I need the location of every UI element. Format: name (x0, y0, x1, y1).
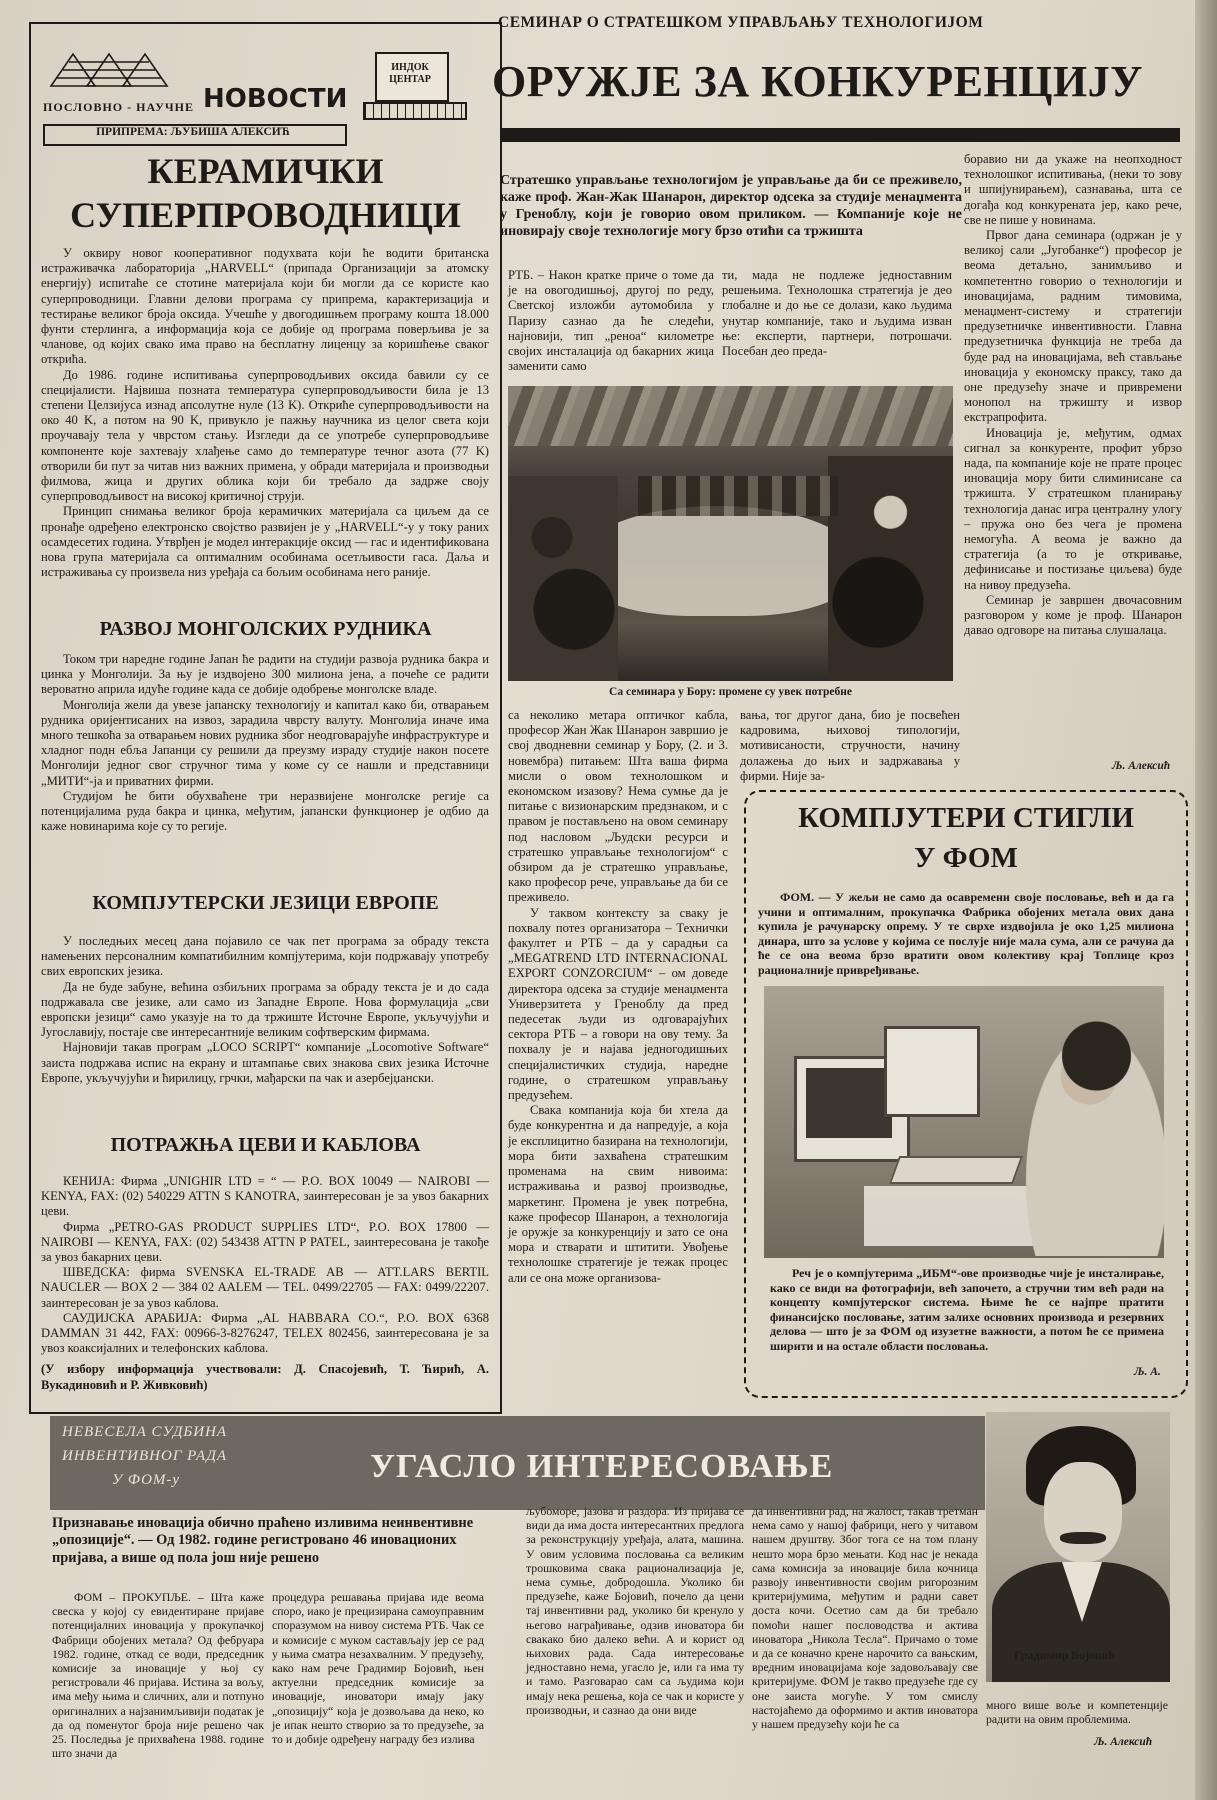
article4-paragraph: КЕНИЈА: Фирма „UNIGHIR LTD = “ — P.O. BOX 10049 — NAIROBI — KENYA, FAX: (02) 540229 ATTN S KANOTRA, заинтересован је за увоз бакарних цеви. (41, 1174, 489, 1219)
left-column-box (29, 22, 502, 1414)
article4-paragraph: ШВЕДСКА: фирма SVENSKA EL-TRADE AB — ATT.LARS BERTIL NAUCLER — BOX 2 — 384 02 AALEM — TEL. 0499/22705 — FAX: 0499/22207. заинтересован је за увоз каблова. (41, 1265, 489, 1310)
main-col-a-paragraph: У таквом контексту за сваку је похвалу потез организатора – Технички факултет и РТБ – да у сарадњи са „MEGATREND LTD INTERNACIONAL EXPORT CONZORCIUM“ – ом доведе директора одсека за студије менаџмента Универзитета у Греноблу да пред педесетак људи из одговарајућих сектора РТБ – а говори на ову тему. За похвалу је и најава једногодишњих специјалистичких студија, наредне године, о стратешком управљању предузећем. (508, 905, 728, 1103)
bottom-col1: ФОМ – ПРОКУПЉЕ. – Шта каже свеска у којој су евидентиране пријаве потенцијалних иновација у прокупачкој Фабрици обојених метала? Од фебруара 1982. године, откад се води, председник комисије за иновације у њој су регистровали 46 пријава. Истина за вољу, има међу њима и сличних, али и потпуно оригиналних а најзанимљивији податак је да од поменутог броја није решено чак 25. Последња је прихваћена 1988. године што значи да (52, 1590, 264, 1761)
bottom-kicker-line2: ИНВЕНТИВНОГ РАДА (62, 1448, 228, 1464)
photo-people-right (828, 456, 953, 681)
article1-paragraph: Принцип снимања великог броја керамичких материјала са циљем да се пронађе одређено електронско својство развијен је у „HARVELL“-у у току раних осамдесетих година. Утврђен је модел интеракције оксид — гас и идентификована нова група материјала са оптималним особинама осетљивости гаса. Даља и истраживања су произвела низ уређаја са бољим особинама него раније. (41, 504, 489, 580)
photo-moustache (1060, 1532, 1106, 1544)
photo-monitor-right (884, 1026, 980, 1117)
main-col-a-top: РТБ. – Након кратке приче о томе да је на овогодишњој, другој по реду, Светској изложби аутомобила у Паризу сазнао да ће следећи, најновији, тип „реноа“ километре својих инсталација од бакарних жица заменити само (508, 268, 714, 374)
article2-title: РАЗВОЈ МОНГОЛСКИХ РУДНИКА (99, 618, 432, 640)
main-lead: Стратешко управљање технологијом је управљање да би се преживело, каже проф. Жан-Жак Шанарон, директор одсека за студије менаџмента у Греноблу, који је говорио овом приликом. — Компаније које не иновирају своје технологије могу брзо отићи са тржишта (500, 173, 962, 239)
masthead-editor: ПРИПРЕМА: ЉУБИША АЛЕКСИЋ (96, 126, 290, 138)
page-edge (1195, 0, 1217, 1800)
article3-paragraph: Најновији такав програм „LOCO SCRIPT“ компаније „Locomotive Software“ заиста подржава испис на екрану и штампање свих знакова свих језика Источне Европе, укључујући и ћирилицу, грчки, мађарски па чак и азербејџански. (41, 1040, 489, 1085)
article1-paragraph: У оквиру новог кооперативног подухвата који ће водити британска истраживачка лабораторија „HARVELL“ (припада Организацији за атомску енергију) испитаће се стотине материјала који би могли да се користе као суперпроводници. Главни делови програма су припрема, карактеризација и тестирање великог броја оксида. Учешће у двогодишњем програму кошта 18.000 фунти стерлинга, а информација која се добије од програма поверљива је за чланове, од којих свако има право на бесплатну лиценцу за коришћење сваког открића. (41, 246, 489, 367)
article3-body (41, 934, 489, 1086)
article4-paragraph: САУДИЈСКА АРАБИЈА: Фирма „AL HABBARA CO.“, P.O. BOX 6368 DAMMAN 31 442, FAX: 00966-3-8276247, TELEX 802456, заинтересована је за увоз коаксијалних и телефонских каблова. (41, 1310, 489, 1356)
photo-table (578, 506, 858, 616)
article2-paragraph: Током три наредне године Јапан ће радити на студији развоја рудника бакра и цинка у Монголији. За њу је издвојено 300 милиона јена, а почеће се радити вероватно априла идуће године када се добије одобрење монголске владе. (41, 652, 489, 697)
box-article (744, 790, 1188, 1398)
bottom-col5: много више воље и компетенције радити на овим проблемима. (986, 1698, 1168, 1727)
article2-paragraph: Монголија жели да увезе јапанску технологију и капитал како би, отварањем рудника оријентисаних на извоз, зарадила чврсту валуту. Монголија иначе има много тешкоћа за отварањем нових рудника због неодговарајуће инфраструктуре и хладног подн ебља Јапанци су решили да преузму израду студије након посете Монголији једног свог стручног тима у коме су се нашли и представници „МИТИ“-ја и приватних фирми. (41, 697, 489, 788)
main-col-a-paragraph: са неколико метара оптичког кабла, професор Жан Жак Шанарон завршио је свој дводневни семинар у Бору, (2. и 3. новембра) питањем: Шта ваша фирма мисли о овом технолошком и економском изазову? Нема сумње да је питање с визионарским предзнаком, и с правом је постављено на овом семинару под насловом „Људски ресурси и стратешко управљање технологијом“ с обзиром да је стратешко управљање, како професор рече, управљање да би се преживело. (508, 708, 728, 905)
photo-woman (1014, 1006, 1164, 1256)
seminar-photo (508, 386, 953, 681)
keyboard-icon (363, 102, 467, 120)
main-col-a-paragraph: Свака компанија која би хтела да буде конкурентна и да напредује, а која је експлицитно базирана на технологији, мора бити захваћена стратешким променама на свим нивоима: истраживања и развој производње, маркетинг. Промена је увек потребна, каже професор Шанарон, а технологија је оружје за конкуренцију и зато се она мора и стварати и штитити. Увођење технолошке стратегије је тежак процес али се она може организова- (508, 1103, 728, 1285)
main-col-c-paragraph: Првог дана семинара (одржан је у великој сали „Југобанке“) професор је веома детаљно, занимљиво и компетентно говорио о технологији и иновацијама, радним тимовима, менаџмент-систему и стратегији предузетничке инвентивности. Главна предузетничка функција не треба да буде рад на иновацијама, већ стављање иновација у економску праксу, тако да оне предузећу значе и привремени монопол на тржишту и извор екстрапрофита. (964, 228, 1182, 425)
bottom-col3: љубоморе, јазова и раздора. Из пријава се види да има доста интересантних предлога за реконструкцију уређаја, алата, машина. У овим условима пословања са великим трошковима свака рационализација је, нема сумње, добродошла. Уколико би предузеће, каже Бојовић, почело да цени тај инвентивни рад, уколико би кренуло у његово награђивање, одзив иноватора би свакако био далеко већи. А и корист од њихових рада. Сада интересовање једноставно нема, угасло је, или га има ту и тамо. Разговарао сам са људима који имају нека решења, која се чак и користе у производњи, и сазнао да они виде (526, 1504, 744, 1717)
article1-title-line2: СУПЕРПРОВОДНИЦИ (70, 195, 461, 235)
article4-paragraph: Фирма „PETRO-GAS PRODUCT SUPPLIES LTD“, P.O. BOX 17800 — NAIROBI — KENYA, FAX: (02) 543438 ATTN P PATEL, заинтересована је такође за увоз бакарних цеви. (41, 1219, 489, 1265)
article1-title-line1: КЕРАМИЧКИ (147, 151, 384, 191)
photo-monitor-left-screen (806, 1068, 892, 1138)
masthead (43, 44, 485, 150)
box-signature: Љ. А. (1134, 1366, 1161, 1378)
article2-body (41, 652, 489, 834)
main-col-b-top: ти, мада не подлеже једноставним решењима. Технолошка стратегија је део глобалне и до ње се долази, како људима унутар компаније, тако и људима изван ње: експерти, партнери, потрошачи. Посебан део преда- (722, 268, 952, 359)
seminar-photo-caption: Са семинара у Бору: промене су увек потребне (609, 686, 852, 698)
bojovic-photo (986, 1412, 1170, 1682)
main-signature: Љ. Алексић (1112, 760, 1171, 772)
box-body: ФОМ. — У жељи не само да осавремени своје пословање, већ и да га учини и оптималним, прокупачка Фабрика обојених метала ових дана купила је рачунарску опрему. У те сврхе издвојила је око 1,25 милиона динара, што за услове у којима се послује није мала сума, али се рачуна да ће се она веома брзо вратити овом колективу крај Топлице кроз рационалније привређивање. (758, 890, 1174, 977)
main-col-c-paragraph: боравио ни да укаже на неопходност технолошког испитивања, (неки то зову и шпијунирањем), сазнавања, шта се догађа код конкурената јер, како рече, све не пише у новинама. (964, 152, 1182, 227)
photo-wall-mural (508, 386, 953, 446)
article1-body (41, 246, 489, 580)
article1-paragraph: До 1986. године испитивања суперпроводљивих оксида бавили су се специјалисти. Највиша позната температура суперпроводљивости била је 13 степени Целзијуса изнад апсолутне нуле (13 K). Откриће суперпроводљивости на око 40 K, а потом на 90 K, привукло је пажњу научника из целог света који проучавају тела у чврстом стању. Изгледи да се употребе суперпроводљиве компоненте које захтевају хлађење само до температуре течног азота (77 K) отворили би пут за читав низ важних примена, у обради материјала и производњи филмова, жица и других облика који би требало да задрже своју суперпроводљивост на високој критичној струји. (41, 367, 489, 504)
photo-people-center (638, 476, 838, 516)
masthead-left-text: ПОСЛОВНО - НАУЧНЕ (43, 100, 195, 114)
masthead-screen-text: ИНДОК ЦЕНТАР (389, 62, 431, 85)
main-col-c (964, 152, 1182, 639)
article2-paragraph: Студијом ће бити обухваћене три неразвијене монголске регије са потенцијалима руда бакра и цинка, међутим, јапански функционер је одбио да каже новинарима које су то регије. (41, 788, 489, 834)
main-col-a-bottom (508, 708, 728, 1286)
bottom-kicker-line3: У ФОМ-у (112, 1472, 181, 1488)
box-caption: Реч је о компјутерима „ИБМ“-ове производње чије је инсталирање, како се види на фотографији, већ започето, а стручни тим већ ради на концепту компјутерског система. Њиме ће се најпре пратити финансијско пословање, затим залихе основних производа и резервних делова — што је за ФОМ од изузетне важности, а потом ће се примена ширити и на остале области пословања. (770, 1266, 1164, 1353)
main-kicker: СЕМИНАР О СТРАТЕШКОМ УПРАВЉАЊУ ТЕХНОЛОГИЈОМ (498, 14, 984, 31)
bojovic-photo-caption: Градимир Бојовић (1014, 1648, 1115, 1662)
photo-keyboard (889, 1156, 1023, 1184)
bottom-title: УГАСЛО ИНТЕРЕСОВАЊЕ (370, 1448, 834, 1485)
article4-title: ПОТРАЖЊА ЦЕВИ И КАБЛОВА (110, 1134, 421, 1156)
photo-face (1044, 1462, 1122, 1562)
globe-logo-icon (43, 46, 203, 96)
article4-body (41, 1174, 489, 1393)
bottom-kicker-line1: НЕВЕСЕЛА СУДБИНА (62, 1424, 228, 1440)
photo-people-left (508, 476, 618, 681)
computer-illustration (363, 52, 467, 118)
main-col-c-paragraph: Иновација је, међутим, одмах сигнал за конкуренте, профит убрзо нада, па компаније које не прате процес иновација мору бити слиминисане са тржишта. У стратешком планирању технологија данас игра централну улогу – пружа оно без чега је промена немогућа. А веома је важно да стратегија (а то је откривање, дефинисање и постизање циљева) буде на нивоу предузећа. (964, 425, 1182, 592)
bottom-lead: Признавање иновација обично праћено изливима неинвентивне „опозиције“. — Од 1982. године регистровано 46 иновационих пријава, а више од пола још није решено (52, 1515, 474, 1566)
article3-paragraph: Да не буде забуне, већина озбиљних програма за обраду текста је и до сада подржавала све језике, али само из Западне Европе. Нова формулација „сви европски језици“ само указује на то да тржиште Источне Европе, укључујући и Југославију, постаје све интересантније великим софтверским фирмама. (41, 979, 489, 1040)
article3-title: КОМПЈУТЕРСКИ ЈЕЗИЦИ ЕВРОПЕ (92, 892, 439, 914)
main-title: ОРУЖЈЕ ЗА КОНКУРЕНЦИЈУ (492, 57, 1143, 106)
main-title-rule (500, 128, 1180, 142)
bottom-col4: да инвентивни рад, на жалост, такав третман нема само у нашој фабрици, него у читавом нашем друштву. Због тога се на том плану нешто мора брзо мењати. Код нас је некада сама комисија за иновације била кочница развоју инвентивности својим ригорозним критеријумима, међутим и радни савет доста кочи. Осетио сам да би требало помоћи нашег пословодства и актива иноватора „Никола Тесла“. Причамо о томе и да се коначно крене нарочито са вањским, вредним иновацијама које задовољавају све критеријуме. ФОМ је такво предузеће где су оне заиста могуће. У том смислу настојаћемо да оформимо и актив иноватора у нашем предузећу који ће са (752, 1504, 978, 1732)
main-col-c-paragraph: Семинар је завршен двочасовним разговором у коме је проф. Шанарон давао одговоре на питања слушалаца. (964, 592, 1182, 638)
article4-credits: (У избору информација учествовали: Д. Спасојевић, Т. Ћирић, А. Вукадиновић и Р. Живковић) (41, 1362, 489, 1392)
main-col-b-bottom: вања, тог другог дана, био је посвећен кадровима, њиховој типологији, мотивисаности, стручности, начину долажења до њих и задржавања у фирми. Није за- (740, 708, 960, 783)
bottom-col2: процедура решавања пријава иде веома споро, иако је прецизирана самоуправним споразумом на нивоу система РТБ. Чак се и комисије с муком састављају јер се рад у њима сматра незахвалним. У предузећу, како нам рече Градимир Бојовић, њен актуелни председник комисије за иновације, иноватори имају јаку „опозицију“ која је дозвољава да неко, ко је ипак нешто створио за то предузеће, за то и добије одређену награду без излива (272, 1590, 484, 1747)
masthead-title: НОВОСТИ (203, 84, 348, 114)
article3-paragraph: У последњих месец дана појавило се чак пет програма за обраду текста намењених персоналним компатибилним компјутерима, који подржавају употребу свих европских језика. (41, 934, 489, 979)
box-title-line2: У ФОМ (914, 842, 1018, 874)
bottom-signature: Љ. Алексић (1094, 1736, 1153, 1748)
box-title-line1: КОМПЈУТЕРИ СТИГЛИ (798, 802, 1134, 834)
computer-photo (764, 986, 1164, 1258)
